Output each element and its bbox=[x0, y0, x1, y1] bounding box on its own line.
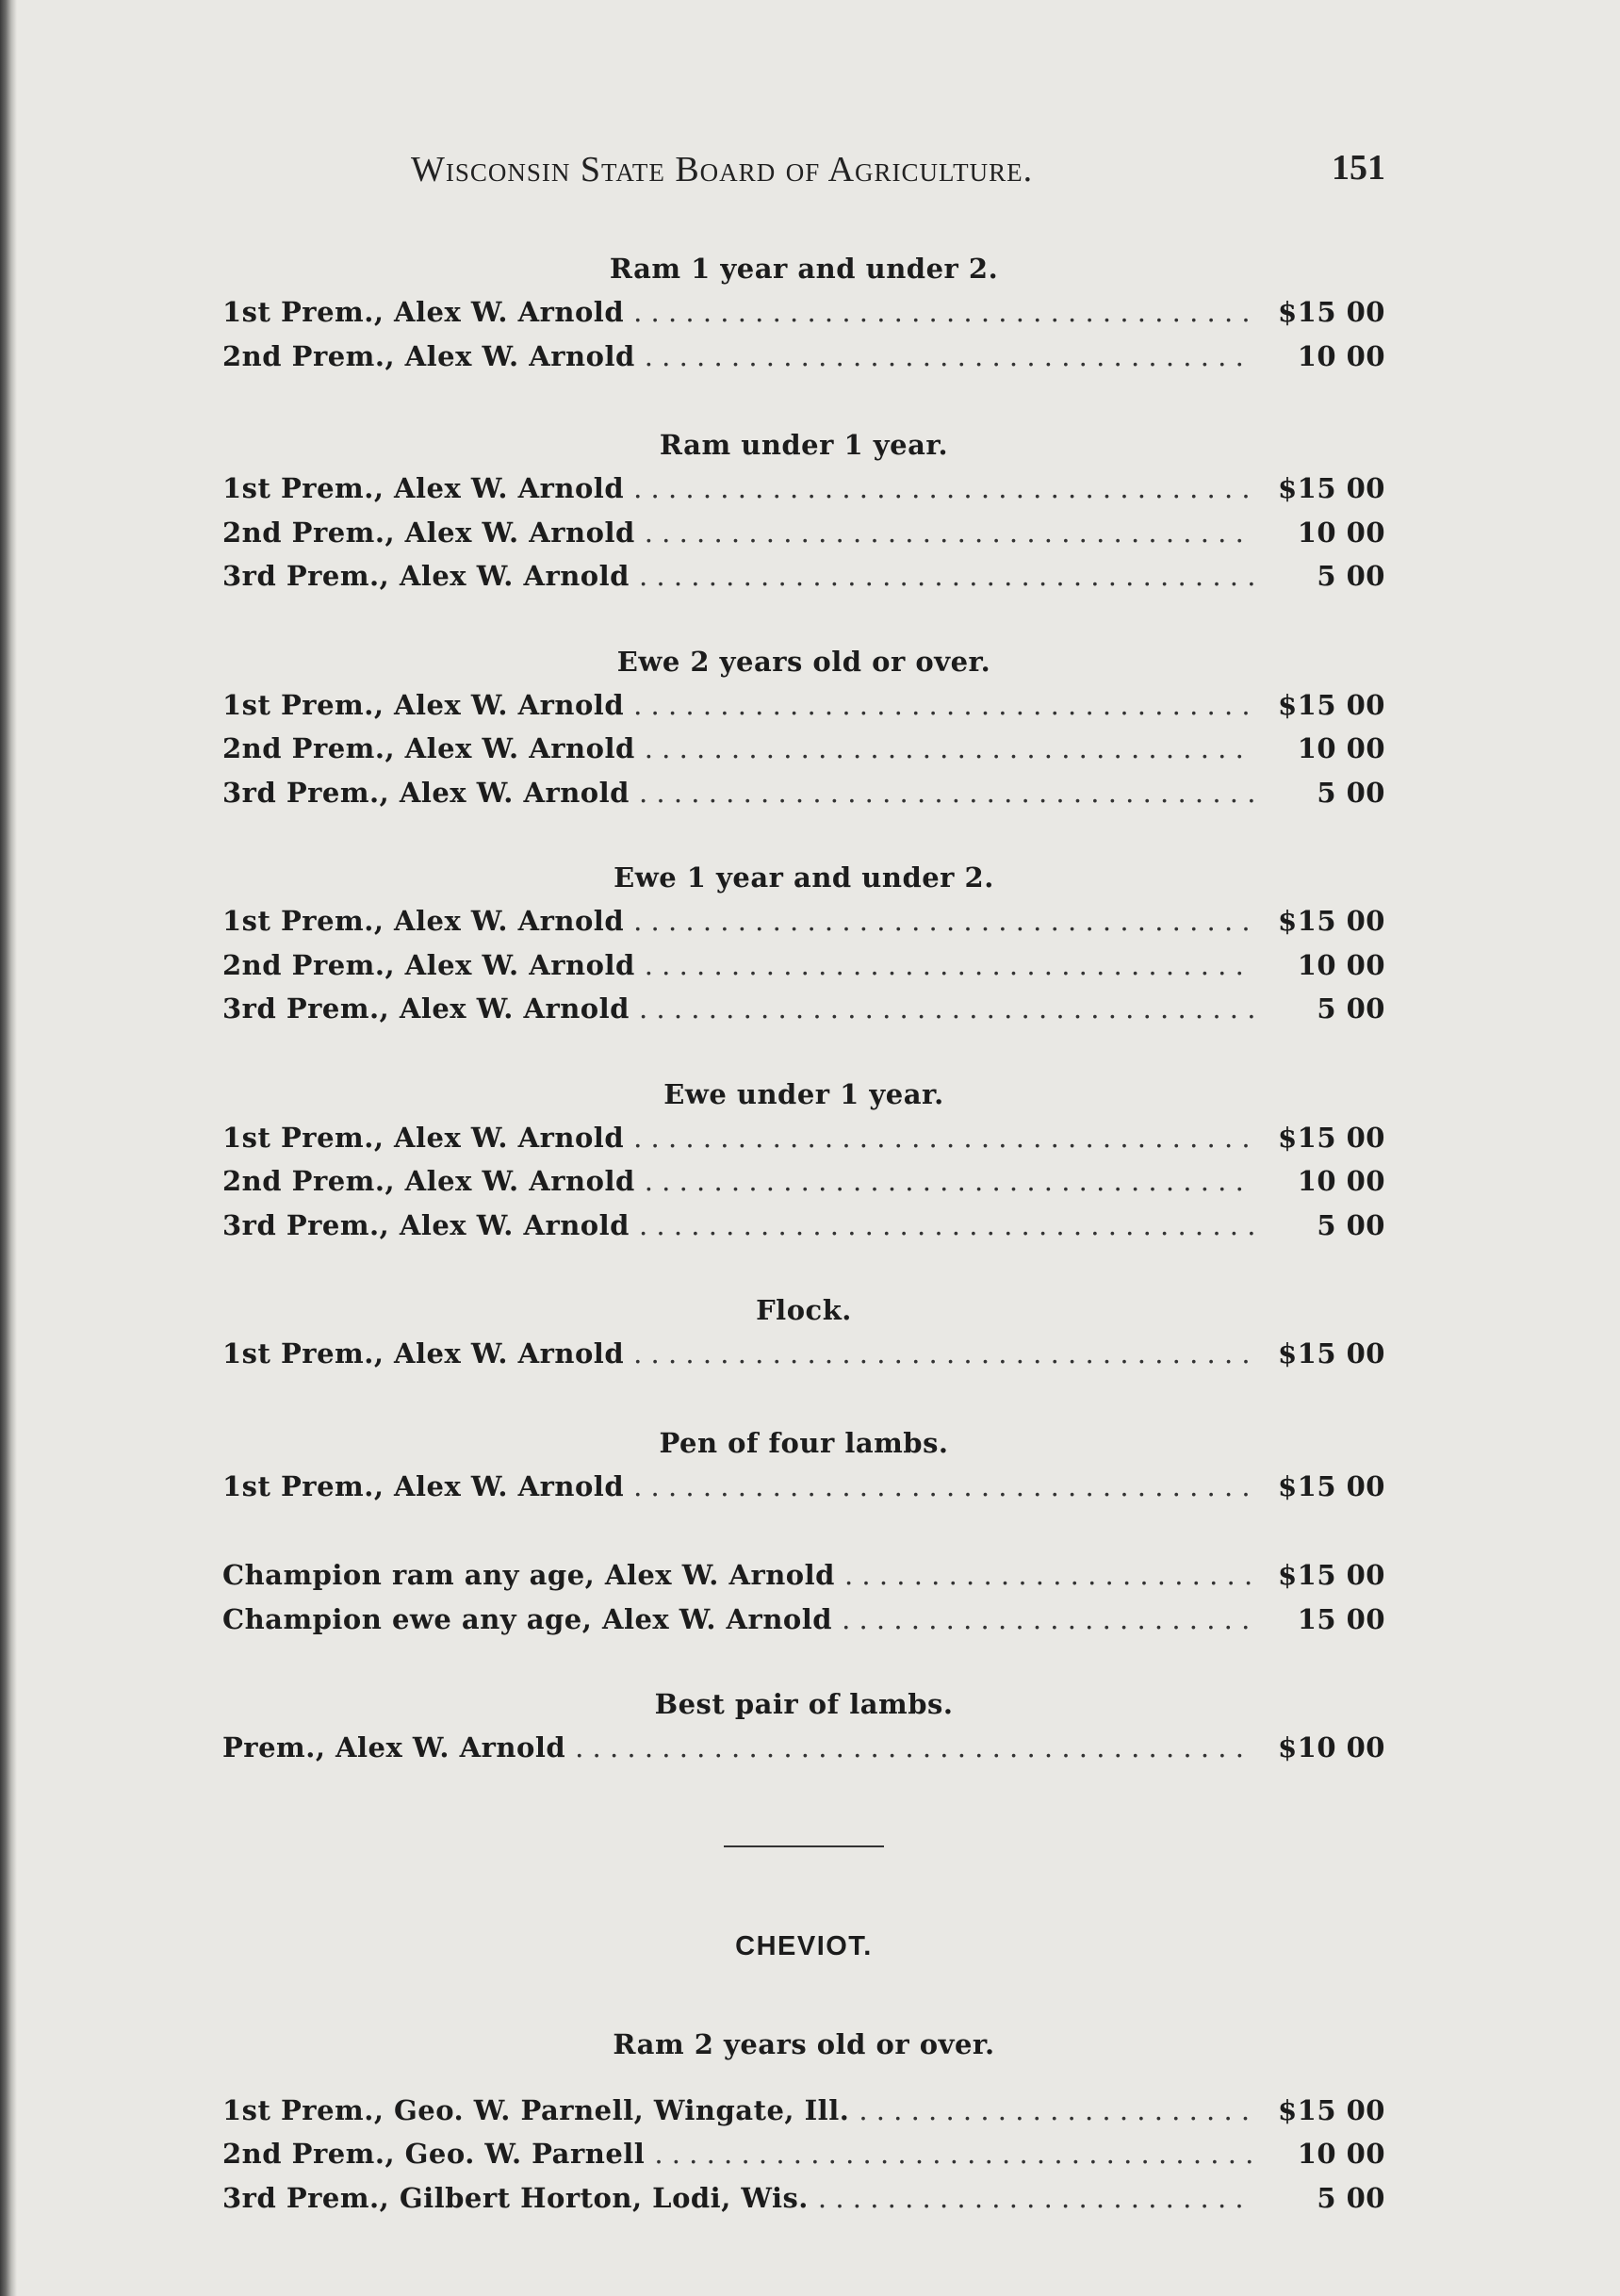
premium-amount: $15 00 bbox=[1278, 1469, 1385, 1502]
dot-leader bbox=[633, 899, 1253, 943]
premium-row bbox=[222, 727, 1385, 771]
premium-amount: 5 00 bbox=[1317, 560, 1385, 592]
premium-row bbox=[222, 943, 1385, 988]
page-number: 151 bbox=[1332, 148, 1385, 188]
premium-label: 3rd Prem., Alex W. Arnold bbox=[222, 776, 630, 809]
premium-label: 1st Prem., Alex W. Arnold bbox=[222, 1337, 625, 1369]
dot-leader bbox=[645, 335, 1253, 379]
premium-row bbox=[222, 1726, 1385, 1770]
section-title: Ram 2 years old or over. bbox=[613, 2027, 995, 2060]
section-title: Pen of four lambs. bbox=[659, 1426, 949, 1459]
dot-leader bbox=[575, 1726, 1253, 1770]
section-title: Ewe 1 year and under 2. bbox=[614, 861, 994, 894]
champion-amount: 15 00 bbox=[1297, 1602, 1385, 1635]
premium-row bbox=[222, 987, 1385, 1031]
premium-row bbox=[222, 1159, 1385, 1204]
premium-row bbox=[222, 1332, 1385, 1376]
premium-label: 2nd Prem., Alex W. Arnold bbox=[222, 516, 635, 549]
premium-label: 1st Prem., Alex W. Arnold bbox=[222, 296, 625, 328]
premium-row bbox=[222, 683, 1385, 728]
premium-label: 2nd Prem., Geo. W. Parnell bbox=[222, 2138, 646, 2170]
premium-amount: 10 00 bbox=[1297, 2138, 1385, 2170]
premium-list bbox=[222, 247, 1385, 2220]
champion-amount: $15 00 bbox=[1278, 1559, 1385, 1591]
book-spine-shadow bbox=[0, 0, 17, 2296]
premium-row bbox=[222, 290, 1385, 335]
dot-leader bbox=[633, 1332, 1253, 1376]
dot-leader bbox=[639, 771, 1253, 815]
dot-leader bbox=[639, 554, 1253, 599]
premium-row bbox=[222, 335, 1385, 379]
running-header bbox=[222, 141, 1385, 198]
premium-amount: 5 00 bbox=[1317, 2181, 1385, 2214]
premium-amount: 5 00 bbox=[1317, 992, 1385, 1025]
section-title: Flock. bbox=[756, 1294, 852, 1326]
dot-leader bbox=[645, 1159, 1253, 1204]
premium-label: 2nd Prem., Alex W. Arnold bbox=[222, 339, 635, 372]
premium-amount: 5 00 bbox=[1317, 776, 1385, 809]
dot-leader bbox=[654, 2132, 1253, 2176]
champion-label: Champion ram any age, Alex W. Arnold bbox=[222, 1559, 835, 1591]
dot-leader bbox=[639, 1204, 1253, 1248]
dot-leader bbox=[645, 727, 1253, 771]
premium-row bbox=[222, 554, 1385, 599]
premium-label: 2nd Prem., Alex W. Arnold bbox=[222, 1165, 635, 1197]
premium-row bbox=[222, 1465, 1385, 1509]
premium-amount: $15 00 bbox=[1278, 905, 1385, 937]
dot-leader bbox=[633, 1465, 1253, 1509]
premium-label: 2nd Prem., Alex W. Arnold bbox=[222, 948, 635, 981]
section-title: Best pair of lambs. bbox=[654, 1688, 954, 1720]
premium-label: 3rd Prem., Alex W. Arnold bbox=[222, 560, 630, 592]
premium-row bbox=[222, 899, 1385, 943]
dot-leader bbox=[639, 987, 1253, 1031]
premium-label: 1st Prem., Alex W. Arnold bbox=[222, 905, 625, 937]
dot-leader bbox=[818, 2176, 1253, 2221]
premium-amount: $15 00 bbox=[1278, 2093, 1385, 2126]
premium-amount: 5 00 bbox=[1317, 1208, 1385, 1241]
premium-label: 1st Prem., Alex W. Arnold bbox=[222, 472, 625, 504]
section-title: Ewe 2 years old or over. bbox=[616, 645, 991, 678]
premium-amount: 10 00 bbox=[1297, 948, 1385, 981]
dot-leader bbox=[645, 511, 1253, 555]
premium-label: 3rd Prem., Gilbert Horton, Lodi, Wis. bbox=[222, 2181, 809, 2214]
premium-row bbox=[222, 2089, 1385, 2133]
premium-label: 2nd Prem., Alex W. Arnold bbox=[222, 732, 635, 764]
premium-row bbox=[222, 2132, 1385, 2176]
premium-label: 3rd Prem., Alex W. Arnold bbox=[222, 992, 630, 1025]
champion-row bbox=[222, 1598, 1385, 1642]
running-header-title: Wisconsin State Board of Agriculture. bbox=[411, 150, 1034, 189]
dot-leader bbox=[633, 467, 1253, 511]
premium-amount: $15 00 bbox=[1278, 296, 1385, 328]
premium-label: 1st Prem., Alex W. Arnold bbox=[222, 688, 625, 721]
dot-leader bbox=[844, 1553, 1253, 1598]
champion-label: Champion ewe any age, Alex W. Arnold bbox=[222, 1602, 833, 1635]
premium-label: 1st Prem., Alex W. Arnold bbox=[222, 1469, 625, 1502]
premium-amount: $10 00 bbox=[1278, 1731, 1385, 1763]
premium-amount: 10 00 bbox=[1297, 732, 1385, 764]
premium-label: 3rd Prem., Alex W. Arnold bbox=[222, 1208, 630, 1241]
premium-amount: $15 00 bbox=[1278, 1121, 1385, 1154]
dot-leader bbox=[645, 943, 1253, 988]
premium-row bbox=[222, 1204, 1385, 1248]
premium-amount: 10 00 bbox=[1297, 1165, 1385, 1197]
premium-amount: $15 00 bbox=[1278, 472, 1385, 504]
dot-leader bbox=[633, 290, 1253, 335]
premium-amount: 10 00 bbox=[1297, 516, 1385, 549]
section-title: Ewe under 1 year. bbox=[663, 1077, 944, 1110]
premium-row bbox=[222, 2176, 1385, 2221]
premium-label: 1st Prem., Alex W. Arnold bbox=[222, 1121, 625, 1154]
premium-label: Prem., Alex W. Arnold bbox=[222, 1731, 566, 1763]
breed-title: CHEVIOT. bbox=[735, 1930, 873, 1961]
dot-leader bbox=[842, 1598, 1253, 1642]
premium-row bbox=[222, 467, 1385, 511]
dot-leader bbox=[859, 2089, 1253, 2133]
premium-label: 1st Prem., Geo. W. Parnell, Wingate, Ill. bbox=[222, 2093, 850, 2126]
champion-row bbox=[222, 1553, 1385, 1598]
dot-leader bbox=[633, 683, 1253, 728]
section-title: Ram under 1 year. bbox=[659, 429, 949, 461]
dot-leader bbox=[633, 1116, 1253, 1160]
premium-row bbox=[222, 771, 1385, 815]
section-title: Ram 1 year and under 2. bbox=[609, 253, 999, 285]
premium-row bbox=[222, 1116, 1385, 1160]
premium-amount: $15 00 bbox=[1278, 1337, 1385, 1369]
premium-amount: 10 00 bbox=[1297, 339, 1385, 372]
premium-amount: $15 00 bbox=[1278, 688, 1385, 721]
premium-row bbox=[222, 511, 1385, 555]
